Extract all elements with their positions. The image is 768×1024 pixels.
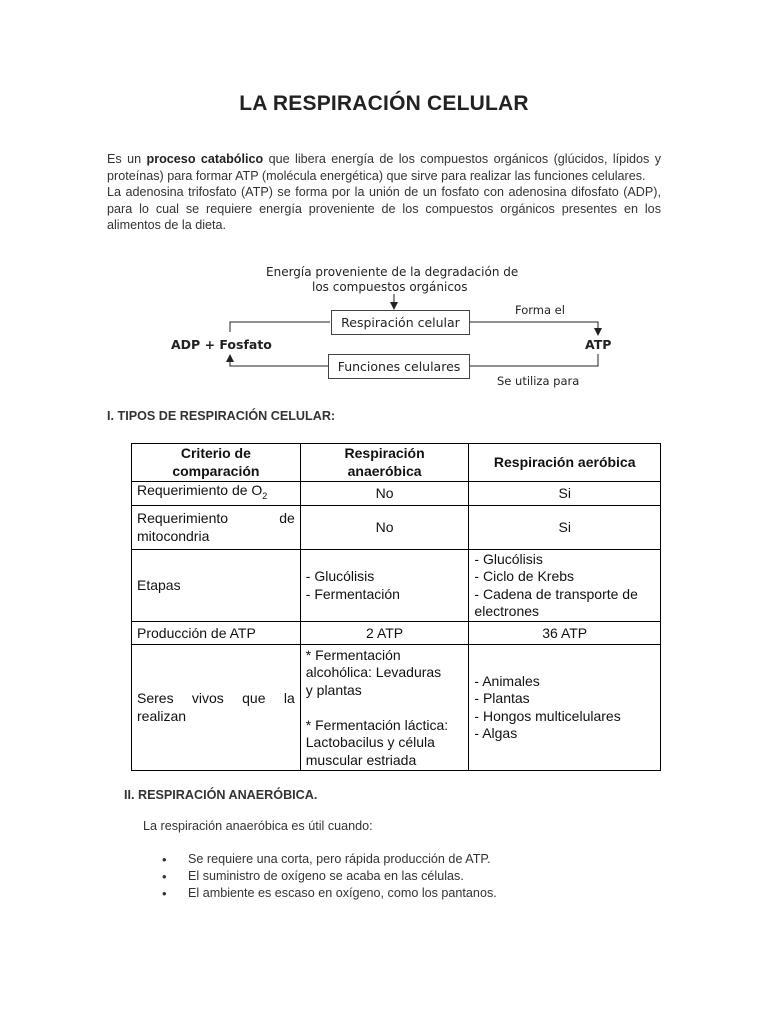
anaerobic-intro: La respiración anaeróbica es útil cuando: xyxy=(143,819,373,833)
table-row xyxy=(132,482,661,506)
cell-criterion: Etapas xyxy=(132,550,301,622)
respiration-table xyxy=(131,443,661,771)
cell-criterion: Producción de ATP xyxy=(132,622,301,645)
line: y plantas xyxy=(305,681,362,698)
list-item xyxy=(146,851,497,868)
forma-label: Forma el xyxy=(515,303,565,317)
cell-aerobic: Si xyxy=(469,482,661,506)
cell-aerobic: Si xyxy=(469,506,661,550)
cell-criterion xyxy=(132,645,301,771)
word: realizan xyxy=(137,707,187,724)
word: vivos xyxy=(191,690,224,707)
section-2-heading: II. RESPIRACIÓN ANAERÓBICA. xyxy=(124,788,318,802)
table-row xyxy=(132,506,661,550)
top-left-line xyxy=(230,322,330,332)
intro-p1-rest: que libera energía de los compuestos orgánicos (glúcidos, lípidos y proteínas) para formar ATP (molécula energética) que sirve para realizar las funciones celulares. xyxy=(107,152,661,183)
line: - Glucólisis xyxy=(305,568,375,585)
line: * Fermentación xyxy=(305,646,401,663)
justified-line xyxy=(137,510,295,528)
atp-cycle-diagram xyxy=(160,262,630,394)
line: - Glucólisis xyxy=(474,550,543,567)
line: - Algas xyxy=(474,725,518,742)
line: Lactobacilus y célula xyxy=(305,734,435,751)
bullet-list xyxy=(146,851,497,902)
cell-anaerobic xyxy=(300,645,469,771)
word: mitocondria xyxy=(137,527,210,544)
utiliza-label: Se utiliza para xyxy=(497,374,580,388)
o2-subscript: 2 xyxy=(262,490,268,501)
adp-label: ADP + Fosfato xyxy=(171,337,272,352)
list-item-text: El suministro de oxígeno se acaba en las células. xyxy=(188,869,464,883)
list-item-text: Se requiere una corta, pero rápida producción de ATP. xyxy=(188,852,491,866)
cell-anaerobic: No xyxy=(300,482,469,506)
table-row xyxy=(132,622,661,645)
word: de xyxy=(279,510,295,527)
bullet-icon: • xyxy=(162,869,167,884)
table-header-row xyxy=(132,444,661,482)
header-anaerobic: Respiración anaeróbica xyxy=(300,444,469,482)
energy-label-line1: Energía proveniente de la degradación de xyxy=(266,265,519,279)
line: - Ciclo de Krebs xyxy=(474,568,575,585)
table-row xyxy=(132,645,661,771)
intro-text xyxy=(107,151,661,234)
intro-paragraph-1 xyxy=(107,151,661,184)
line: - Animales xyxy=(474,672,540,689)
o2-label: Requerimiento de O xyxy=(137,482,263,498)
word: Seres xyxy=(137,690,174,707)
functions-box: Funciones celulares xyxy=(328,354,470,379)
respiration-box: Respiración celular xyxy=(331,310,470,335)
intro-paragraph-2: La adenosina trifosfato (ATP) se forma por la unión de un fosfato con adenosina difosfato (ADP), para lo cual se requiere energía proveniente de los compuestos orgánicos presentes en los alimentos de la dieta. xyxy=(107,185,661,232)
cell-criterion xyxy=(132,482,301,506)
bullet-icon: • xyxy=(162,886,167,901)
energy-label-line2: los compuestos orgánicos xyxy=(312,280,468,294)
header-criterion: Criterio de comparación xyxy=(132,444,301,482)
line: muscular estriada xyxy=(305,751,417,768)
bottom-left-arrow xyxy=(230,358,328,366)
line: - Cadena de transporte de xyxy=(474,585,638,602)
intro-p1-bold: proceso catabólico xyxy=(146,152,264,166)
line: alcohólica: Levaduras xyxy=(305,664,442,681)
cell-aerobic: 36 ATP xyxy=(469,622,661,645)
line: - Plantas xyxy=(474,690,530,707)
top-right-arrow xyxy=(470,322,598,332)
line: - Hongos multicelulares xyxy=(474,707,621,724)
word: Requerimiento xyxy=(137,510,229,527)
line: electrones xyxy=(474,603,540,620)
list-item-text: El ambiente es escaso en oxígeno, como los pantanos. xyxy=(188,886,497,900)
cell-aerobic xyxy=(469,645,661,771)
list-item xyxy=(146,868,497,885)
cell-anaerobic: No xyxy=(300,506,469,550)
line: * Fermentación láctica: xyxy=(305,716,449,733)
header-aerobic: Respiración aeróbica xyxy=(469,444,661,482)
table-row xyxy=(132,550,661,622)
page-title: LA RESPIRACIÓN CELULAR xyxy=(239,92,529,115)
blank-line xyxy=(306,699,464,717)
word: la xyxy=(283,690,295,707)
list-item xyxy=(146,885,497,902)
intro-p1-prefix: Es un xyxy=(107,152,147,166)
cell-aerobic xyxy=(469,550,661,622)
atp-label: ATP xyxy=(585,337,612,352)
section-1-heading: I. TIPOS DE RESPIRACIÓN CELULAR: xyxy=(107,409,336,423)
justified-line xyxy=(137,690,295,708)
cell-anaerobic xyxy=(300,550,469,622)
word: que xyxy=(242,690,266,707)
cell-criterion xyxy=(132,506,301,550)
bottom-right-line xyxy=(470,354,598,366)
cell-anaerobic: 2 ATP xyxy=(300,622,469,645)
line: - Fermentación xyxy=(305,585,400,602)
bullet-icon: • xyxy=(162,852,167,867)
